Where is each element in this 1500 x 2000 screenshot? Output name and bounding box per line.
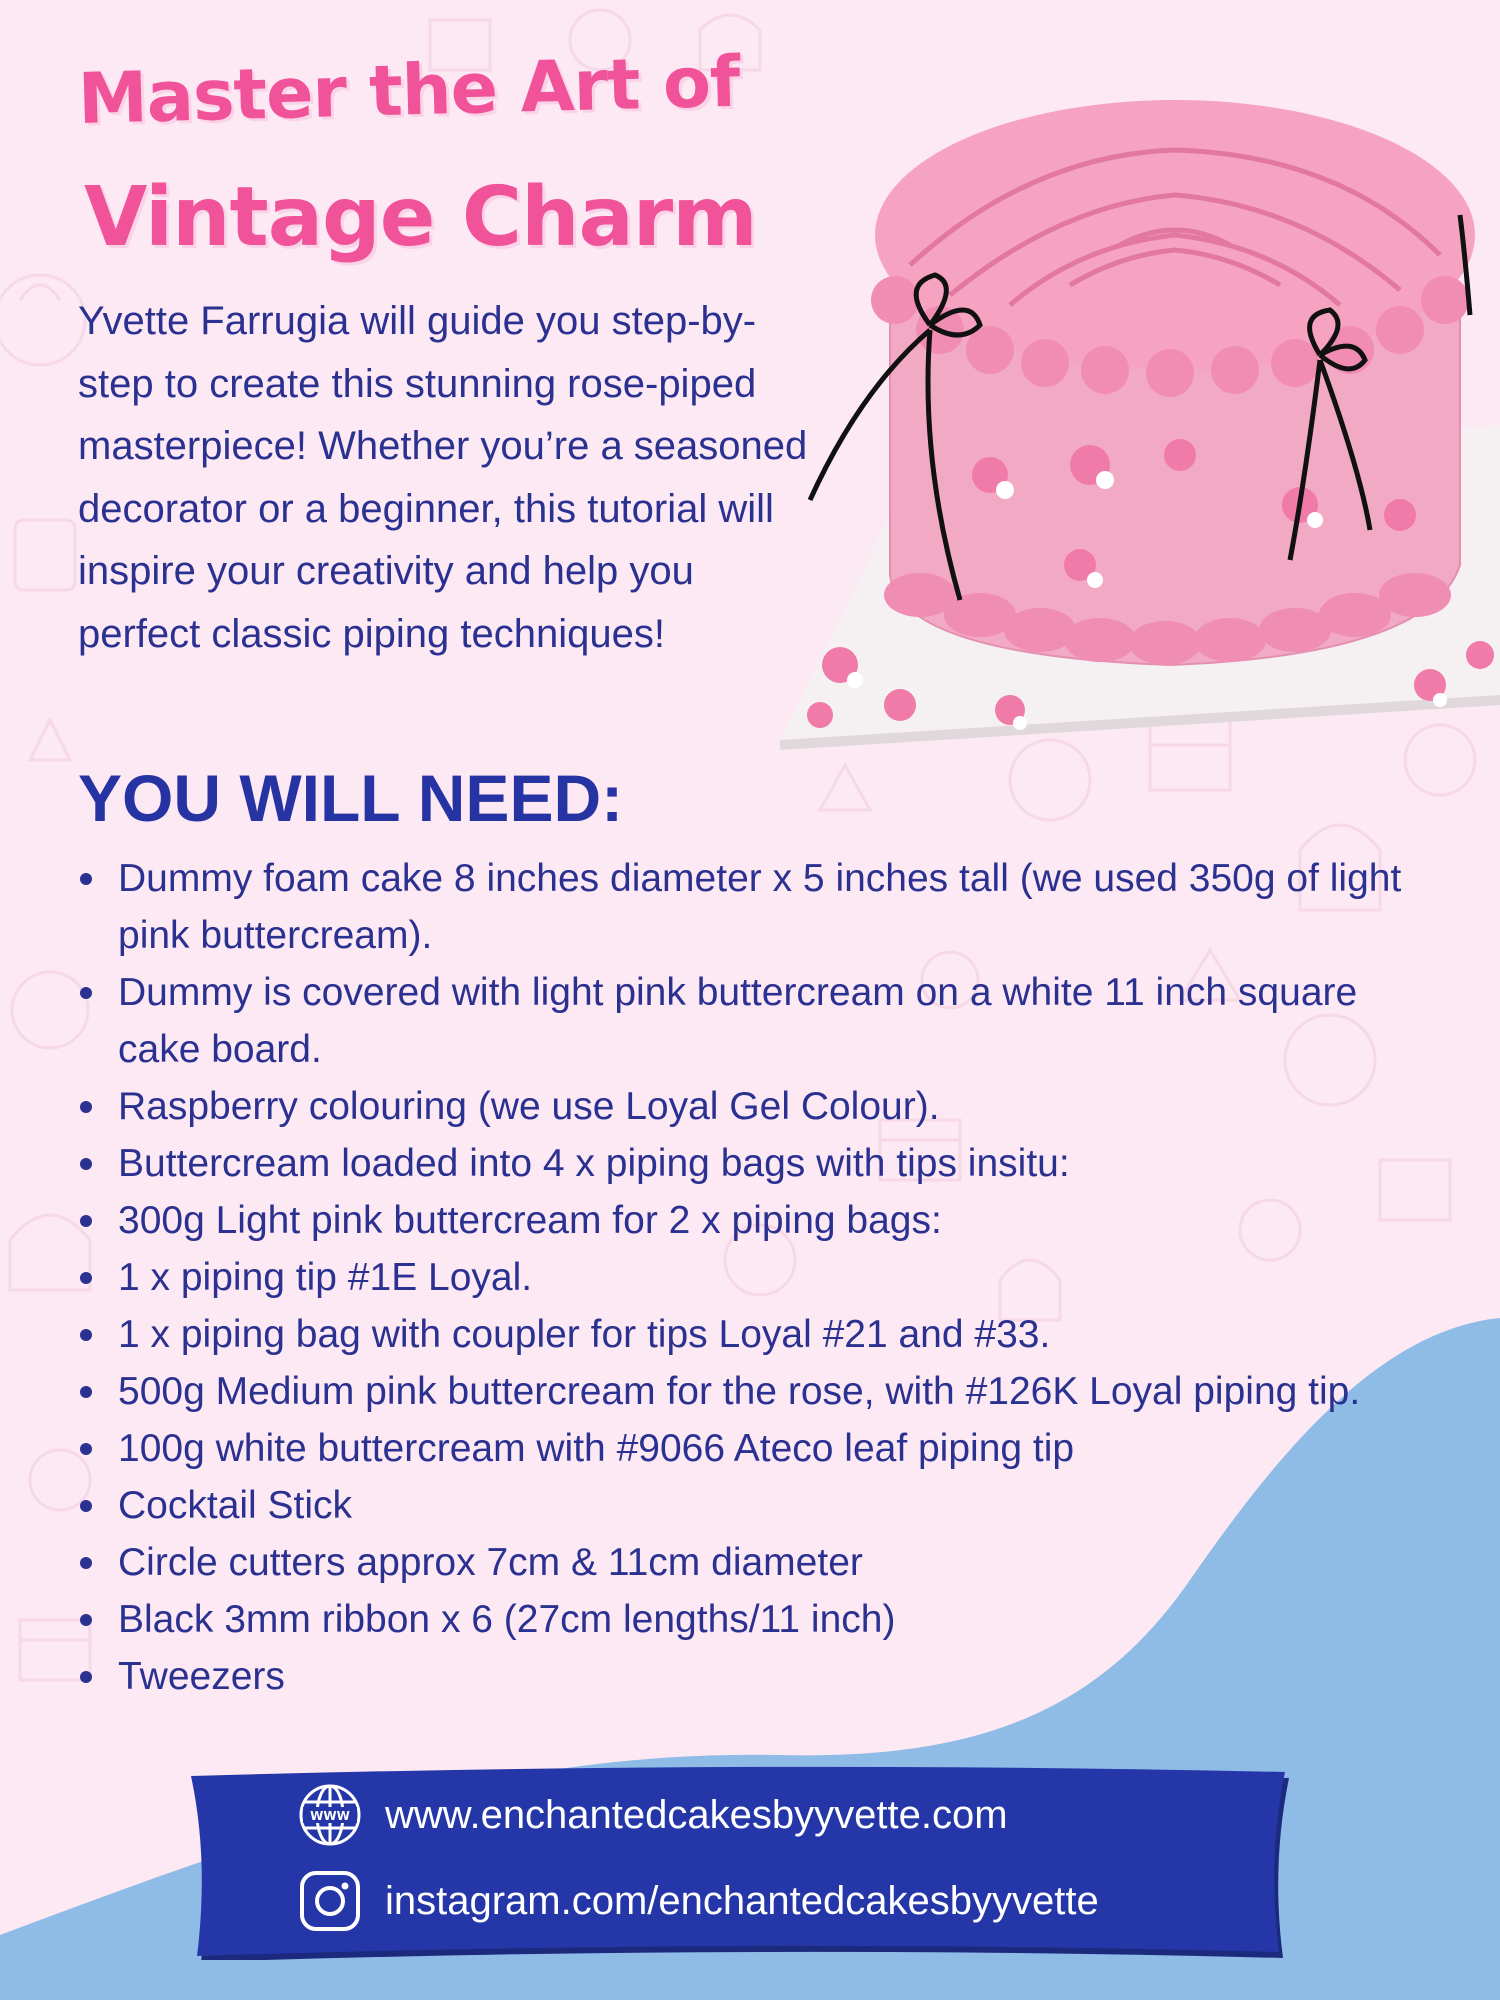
supply-item: Dummy is covered with light pink buttercream on a white 11 inch square cake board. [80, 964, 1430, 1078]
website-link[interactable]: www.enchantedcakesbyyvette.com [385, 1792, 1008, 1837]
supply-item: Dummy foam cake 8 inches diameter x 5 inches tall (we used 350g of light pink buttercream). [80, 850, 1430, 964]
supply-item: 1 x piping bag with coupler for tips Loyal #21 and #33. [80, 1306, 1430, 1363]
title-line-1: Master the Art of [76, 40, 741, 140]
contact-banner [185, 1760, 1290, 1960]
website-row[interactable] [297, 1782, 1008, 1848]
supply-item: Cocktail Stick [80, 1477, 1430, 1534]
supply-item: 300g Light pink buttercream for 2 x piping bags: [80, 1192, 1430, 1249]
supply-item: Black 3mm ribbon x 6 (27cm lengths/11 inch) [80, 1591, 1430, 1648]
cake-photo [780, 95, 1500, 755]
supply-item: 100g white buttercream with #9066 Ateco leaf piping tip [80, 1420, 1430, 1477]
intro-paragraph: Yvette Farrugia will guide you step-by-step to create this stunning rose-piped masterpiece! Whether you’re a seasoned decorator or a beginner, this tutorial will inspire your creativity and help you perfect classic piping techniques! [78, 299, 808, 656]
svg-text:WWW: WWW [310, 1809, 350, 1823]
supply-item: Tweezers [80, 1648, 1430, 1705]
supplies-list [80, 850, 1430, 1705]
instagram-icon [297, 1868, 363, 1934]
instagram-row[interactable] [297, 1868, 1099, 1934]
supply-item: Raspberry colouring (we use Loyal Gel Colour). [80, 1078, 1430, 1135]
title-line-2: Vintage Charm [84, 170, 757, 265]
globe-icon [297, 1782, 363, 1848]
supply-item: 500g Medium pink buttercream for the rose, with #126K Loyal piping tip. [80, 1363, 1430, 1420]
supply-item: Circle cutters approx 7cm & 11cm diameter [80, 1534, 1430, 1591]
you-will-need-heading: YOU WILL NEED: [78, 761, 624, 835]
supply-item: 1 x piping tip #1E Loyal. [80, 1249, 1430, 1306]
supply-item: Buttercream loaded into 4 x piping bags with tips insitu: [80, 1135, 1430, 1192]
instagram-link[interactable]: instagram.com/enchantedcakesbyyvette [385, 1878, 1099, 1923]
